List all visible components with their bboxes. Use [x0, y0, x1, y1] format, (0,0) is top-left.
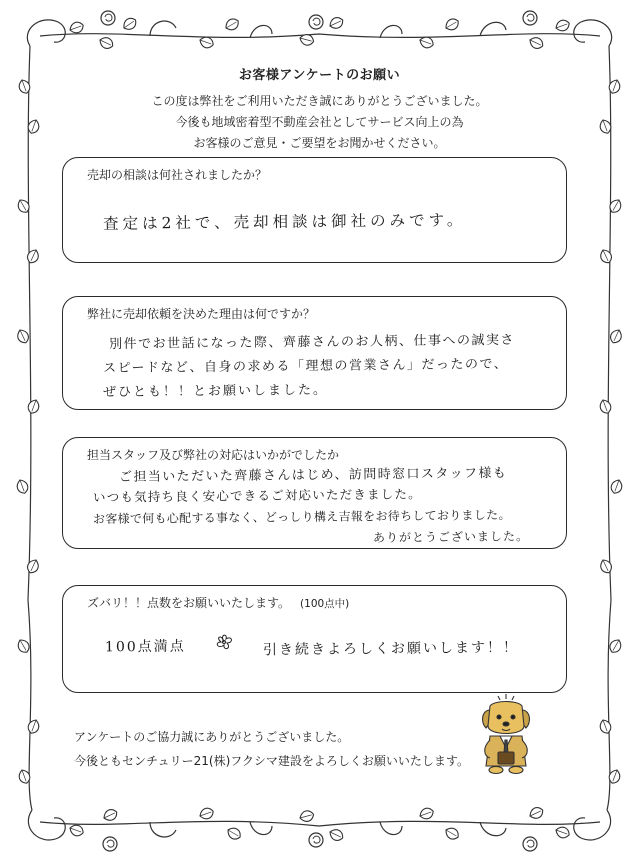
- question-box-2: [62, 296, 567, 410]
- footer-line-1: アンケートのご協力誠にありがとうございました。: [74, 730, 350, 744]
- question-box-1: [62, 157, 567, 263]
- question-label-4: [87, 594, 349, 611]
- answer-4-score: 100点満点: [104, 638, 186, 656]
- answer-3-line-2: いつも気持ち良く安心できるご対応いただきました。: [92, 486, 422, 505]
- flower-doodle-icon: [213, 632, 235, 652]
- survey-header: [0, 64, 639, 154]
- question-box-4: [62, 585, 567, 693]
- intro-line-2: 今後も地域密着型不動産会社としてサービス向上の為: [175, 115, 464, 129]
- dog-mascot-icon: [478, 692, 534, 778]
- question-label-3: 担当スタッフ及び弊社の対応はいかがでしたか: [87, 448, 340, 462]
- answer-4-message: 引き続きよろしくお願いします！！: [262, 639, 520, 659]
- answer-2-line-1: 別件でお世話になった際、齊藤さんのお人柄、仕事への誠実さ: [108, 332, 516, 353]
- intro-line-3: お客様のご意見・ご要望をお聞かせください。: [193, 136, 446, 150]
- answer-2-line-2: スピードなど、自身の求める「理想の営業さん」だったので、: [102, 356, 509, 377]
- question-label-4-sub: (100点中): [300, 598, 350, 610]
- question-label-2: 弊社に売却依頼を決めた理由は何ですか？: [87, 307, 316, 321]
- question-label-4-text: ズバリ！！点数をお願いいたします。: [87, 596, 291, 610]
- question-label-1: 売却の相談は何社されましたか？: [87, 168, 268, 182]
- answer-3-line-1: ご担当いただいた齊藤さんはじめ、訪問時窓口スタッフ様も: [118, 465, 508, 486]
- footer-line-2: 今後ともセンチュリー21(株)フクシマ建設をよろしくお願いいたします。: [74, 754, 469, 768]
- answer-3-line-3: お客様で何も心配する事なく、どっしり構え吉報をお待ちしておりました。: [92, 507, 511, 527]
- question-box-3: [62, 437, 567, 549]
- answer-1-line-1: 査定は2社で、売却相談は御社のみです。: [102, 211, 467, 233]
- answer-3-line-4: ありがとうございました。: [372, 529, 530, 545]
- intro-line-1: この度は弊社をご利用いただき誠にありがとうございました。: [151, 94, 488, 108]
- answer-2-line-3: ぜひとも！！とお願いしました。: [102, 382, 329, 401]
- survey-title: お客様アンケートのお願い: [238, 68, 401, 83]
